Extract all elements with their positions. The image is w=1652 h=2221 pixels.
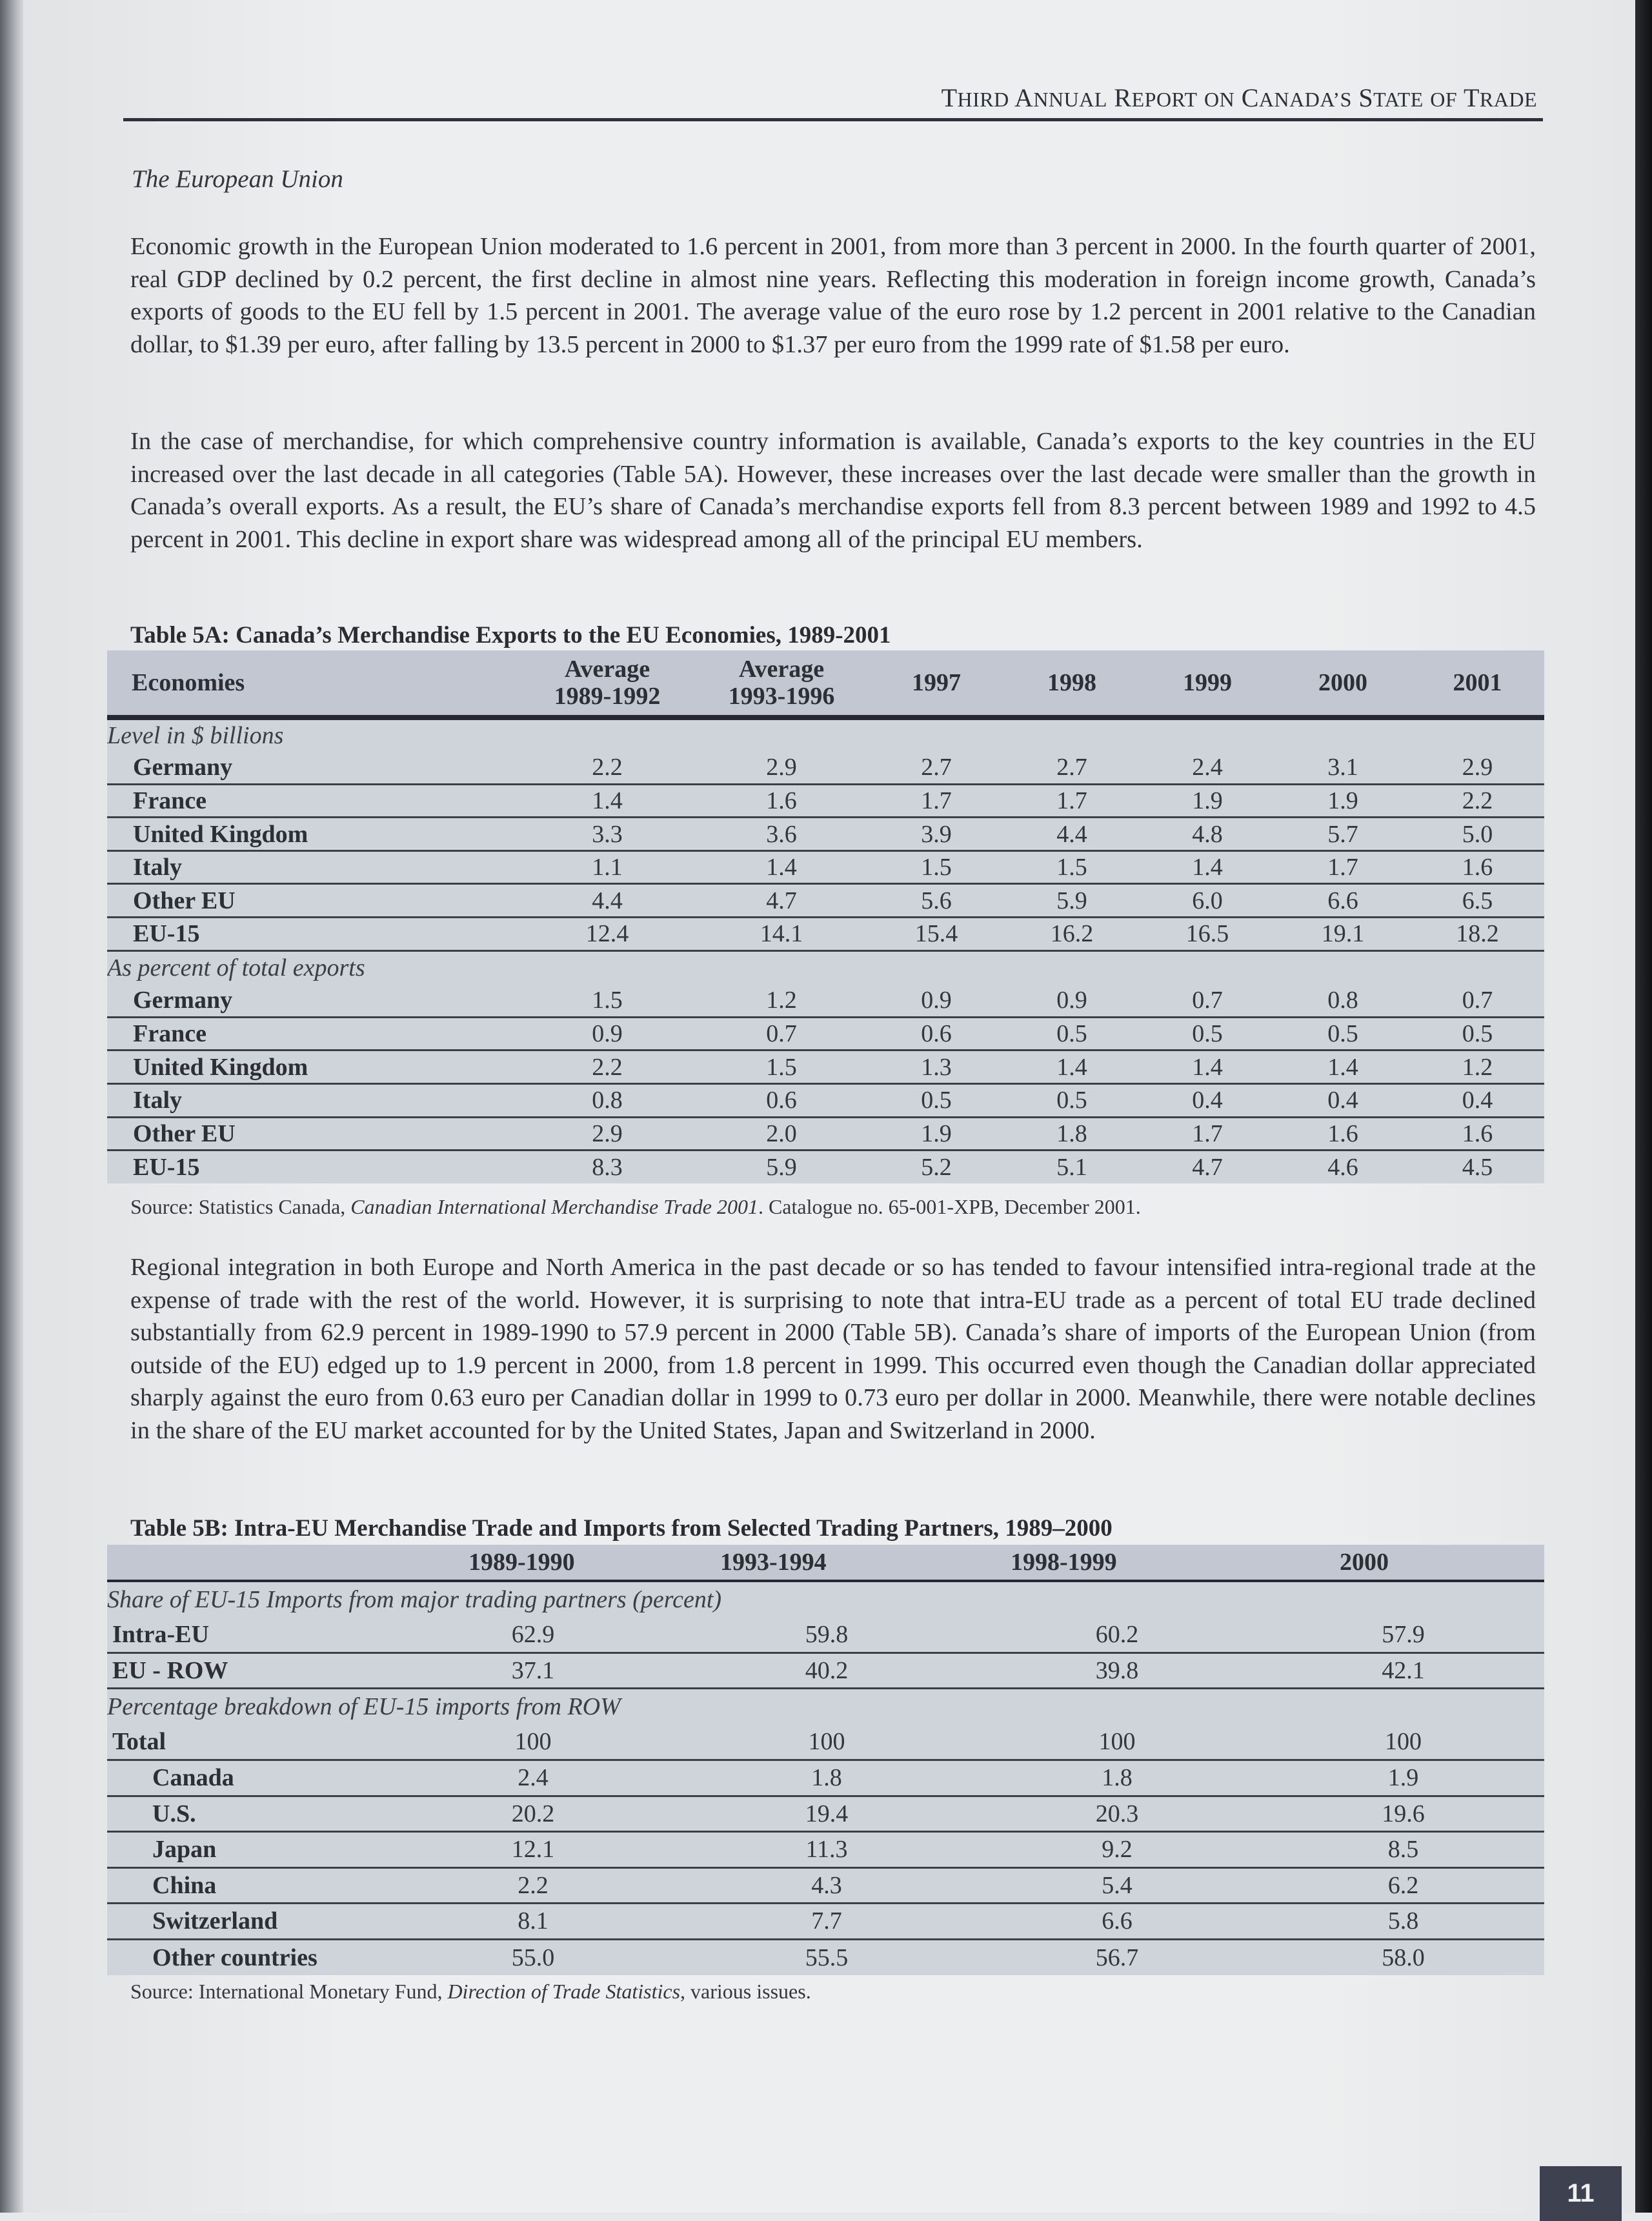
row-label: China — [107, 1867, 385, 1904]
table-cell: 4.5 — [1411, 1151, 1544, 1184]
table-row-united-kingdom — [107, 1050, 1544, 1084]
table-row-china — [107, 1867, 1544, 1904]
section-heading-row — [107, 718, 1544, 751]
running-head-text: THIRD ANNUAL REPORT ON CANADA’S STATE OF TRADE — [941, 83, 1537, 112]
table-cell: 100 — [681, 1724, 972, 1760]
table-cell: 1.8 — [972, 1760, 1262, 1796]
table-cell: 16.2 — [1004, 918, 1140, 951]
table-row-france — [107, 1017, 1544, 1050]
table-cell: 5.1 — [1004, 1151, 1140, 1184]
table-cell: 6.0 — [1140, 884, 1275, 918]
table-cell: 59.8 — [681, 1617, 972, 1653]
table-cell: 5.9 — [694, 1151, 869, 1184]
table-cell: 57.9 — [1262, 1617, 1544, 1653]
table-cell: 1.7 — [1275, 850, 1411, 884]
table-cell: 6.5 — [1411, 884, 1544, 918]
table-cell: 2.0 — [694, 1117, 869, 1151]
table-cell: 2.2 — [385, 1867, 681, 1904]
table-cell: 1.6 — [694, 784, 869, 818]
table-cell: 1.6 — [1411, 1117, 1544, 1151]
table-cell: 4.4 — [520, 884, 694, 918]
table-row-other-eu — [107, 884, 1544, 918]
table-cell: 40.2 — [681, 1653, 972, 1689]
table-cell: 0.4 — [1411, 1084, 1544, 1118]
row-label: France — [107, 1017, 520, 1050]
table-cell: 1.4 — [1140, 1050, 1275, 1084]
table-cell: 4.3 — [681, 1867, 972, 1904]
table-cell: 1.8 — [1004, 1117, 1140, 1151]
table-cell: 5.6 — [869, 884, 1004, 918]
table-5b-header — [107, 1545, 1544, 1581]
table-row-total — [107, 1724, 1544, 1760]
table-cell: 42.1 — [1262, 1653, 1544, 1689]
table-row-eu-row — [107, 1653, 1544, 1689]
row-label: Canada — [107, 1760, 385, 1796]
table-cell: 1.8 — [681, 1760, 972, 1796]
table-5a-source: Source: Statistics Canada, Canadian International Merchandise Trade 2001. Catalogue no. 65-001-XPB, December 2001. — [130, 1195, 1141, 1218]
table-cell: 0.9 — [520, 1017, 694, 1050]
column-header-1997: 1997 — [869, 650, 1004, 718]
section-heading: As percent of total exports — [107, 950, 1544, 984]
row-label: Switzerland — [107, 1904, 385, 1940]
document-page — [23, 0, 1635, 2213]
row-label: Italy — [107, 850, 520, 884]
table-cell: 2.4 — [1140, 751, 1275, 785]
table-cell: 0.5 — [869, 1084, 1004, 1118]
table-cell: 0.5 — [1140, 1017, 1275, 1050]
table-5a-header — [107, 650, 1544, 718]
section-heading: Percentage breakdown of EU-15 imports from ROW — [107, 1689, 1544, 1725]
table-row-eu-15 — [107, 1151, 1544, 1184]
table-cell: 1.7 — [869, 784, 1004, 818]
table-cell: 1.2 — [694, 984, 869, 1018]
running-head — [785, 83, 1537, 113]
table-cell: 1.4 — [1275, 1050, 1411, 1084]
table-cell: 0.5 — [1411, 1017, 1544, 1050]
table-5b-title: Table 5B: Intra-EU Merchandise Trade and Imports from Selected Trading Partners, 1989–2000 — [130, 1515, 1113, 1542]
table-cell: 12.4 — [520, 918, 694, 951]
table-cell: 1.6 — [1275, 1117, 1411, 1151]
table-row-intra-eu — [107, 1617, 1544, 1653]
table-cell: 4.8 — [1140, 818, 1275, 851]
table-cell: 8.3 — [520, 1151, 694, 1184]
row-label: Other EU — [107, 884, 520, 918]
table-5a-title: Table 5A: Canada’s Merchandise Exports to the EU Economies, 1989-2001 — [130, 622, 891, 648]
table-cell: 56.7 — [972, 1939, 1262, 1975]
table-5b-body — [107, 1581, 1544, 1975]
table-row-united-kingdom — [107, 818, 1544, 851]
column-header-average-1993-1996: Average 1993-1996 — [694, 650, 869, 718]
table-cell: 0.4 — [1140, 1084, 1275, 1118]
table-cell: 9.2 — [972, 1832, 1262, 1868]
paragraph-2: In the case of merchandise, for which comprehensive country information is available, Canada’s exports to the key countries in the EU increased over the last decade in all categories (Table 5A). However, these increases over the last decade were smaller than the growth in Canada’s overall exports. As a result, the EU’s share of Canada’s merchandise exports fell from 8.3 percent between 1989 and 1992 to 4.5 percent in 2001. This decline in export share was widespread among all of the principal EU members. — [130, 428, 1536, 553]
section-heading: Level in $ billions — [107, 718, 1544, 751]
row-label: EU - ROW — [107, 1653, 385, 1689]
row-label: Japan — [107, 1832, 385, 1868]
table-cell: 2.4 — [385, 1760, 681, 1796]
table-row-u-s — [107, 1796, 1544, 1832]
table-cell: 55.0 — [385, 1939, 681, 1975]
table-row-switzerland — [107, 1904, 1544, 1940]
table-cell: 0.6 — [869, 1017, 1004, 1050]
table-cell: 1.3 — [869, 1050, 1004, 1084]
row-label: United Kingdom — [107, 1050, 520, 1084]
table-cell: 0.7 — [1411, 984, 1544, 1018]
header-rule — [123, 118, 1543, 121]
row-label: EU-15 — [107, 918, 520, 951]
table-cell: 2.2 — [520, 751, 694, 785]
table-cell: 19.4 — [681, 1796, 972, 1832]
table-cell: 8.1 — [385, 1904, 681, 1940]
row-label: Italy — [107, 1084, 520, 1118]
table-cell: 5.9 — [1004, 884, 1140, 918]
table-cell: 5.8 — [1262, 1904, 1544, 1940]
table-row-italy — [107, 1084, 1544, 1118]
table-cell: 2.9 — [520, 1117, 694, 1151]
table-cell: 1.7 — [1140, 1117, 1275, 1151]
row-label: U.S. — [107, 1796, 385, 1832]
table-cell: 100 — [385, 1724, 681, 1760]
table-row-germany — [107, 984, 1544, 1018]
table-cell: 1.5 — [520, 984, 694, 1018]
row-label: Germany — [107, 984, 520, 1018]
row-label: Total — [107, 1724, 385, 1760]
table-cell: 4.4 — [1004, 818, 1140, 851]
table-cell: 1.5 — [694, 1050, 869, 1084]
table-row-eu-15 — [107, 918, 1544, 951]
table-cell: 0.9 — [869, 984, 1004, 1018]
table-cell: 15.4 — [869, 918, 1004, 951]
table-5b-source: Source: International Monetary Fund, Direction of Trade Statistics, various issues. — [130, 1980, 811, 2003]
book-binding-shadow — [0, 0, 23, 2213]
table-cell: 0.9 — [1004, 984, 1140, 1018]
table-cell: 19.1 — [1275, 918, 1411, 951]
section-heading: Share of EU-15 Imports from major trading partners (percent) — [107, 1581, 1544, 1617]
table-cell: 2.2 — [520, 1050, 694, 1084]
table-cell: 0.5 — [1004, 1017, 1140, 1050]
table-cell: 2.7 — [869, 751, 1004, 785]
table-cell: 100 — [1262, 1724, 1544, 1760]
table-cell: 0.5 — [1004, 1084, 1140, 1118]
table-cell: 6.2 — [1262, 1867, 1544, 1904]
table-row-canada — [107, 1760, 1544, 1796]
table-row-other-countries — [107, 1939, 1544, 1975]
table-cell: 20.3 — [972, 1796, 1262, 1832]
table-cell: 3.3 — [520, 818, 694, 851]
row-label: Other countries — [107, 1939, 385, 1975]
table-row-other-eu — [107, 1117, 1544, 1151]
table-5a-body — [107, 718, 1544, 1183]
table-cell: 5.4 — [972, 1867, 1262, 1904]
table-cell: 1.2 — [1411, 1050, 1544, 1084]
row-label: France — [107, 784, 520, 818]
table-cell: 20.2 — [385, 1796, 681, 1832]
page-number: 11 — [1540, 2166, 1622, 2221]
table-cell: 19.6 — [1262, 1796, 1544, 1832]
table-cell: 5.7 — [1275, 818, 1411, 851]
table-cell: 8.5 — [1262, 1832, 1544, 1868]
table-cell: 18.2 — [1411, 918, 1544, 951]
table-cell: 5.0 — [1411, 818, 1544, 851]
row-label: United Kingdom — [107, 818, 520, 851]
table-cell: 1.4 — [520, 784, 694, 818]
column-header-1993-1994: 1993-1994 — [681, 1545, 972, 1581]
table-cell: 1.9 — [869, 1117, 1004, 1151]
table-cell: 4.7 — [694, 884, 869, 918]
table-cell: 1.9 — [1262, 1760, 1544, 1796]
table-cell: 16.5 — [1140, 918, 1275, 951]
table-cell: 1.9 — [1140, 784, 1275, 818]
book-edge-shadow — [1635, 0, 1652, 2213]
table-cell: 1.4 — [1004, 1050, 1140, 1084]
column-header-2000: 2000 — [1275, 650, 1411, 718]
table-cell: 0.5 — [1275, 1017, 1411, 1050]
table-cell: 11.3 — [681, 1832, 972, 1868]
table-cell: 2.9 — [1411, 751, 1544, 785]
row-label: Intra-EU — [107, 1617, 385, 1653]
column-header-average-1989-1992: Average 1989-1992 — [520, 650, 694, 718]
table-cell: 6.6 — [972, 1904, 1262, 1940]
table-cell: 58.0 — [1262, 1939, 1544, 1975]
table-cell: 1.5 — [869, 850, 1004, 884]
paragraph-3: Regional integration in both Europe and North America in the past decade or so has tended to favour intensified intra-regional trade at the expense of trade with the rest of the world. However, it is surprising to note that intra-EU trade as a percent of total EU trade declined substantially from 62.9 percent in 1989-1990 to 57.9 percent in 2000 (Table 5B). Canada’s share of imports of the European Union (from outside of the EU) edged up to 1.9 percent in 2000, from 1.8 percent in 1999. This occurred even though the Canadian dollar appreciated sharply against the euro from 0.63 euro per Canadian dollar in 1999 to 0.73 euro per dollar in 2000. Meanwhile, there were notable declines in the share of the EU market accounted for by the United States, Japan and Switzerland in 2000. — [130, 1254, 1536, 1444]
table-cell: 2.7 — [1004, 751, 1140, 785]
table-cell: 0.4 — [1275, 1084, 1411, 1118]
table-cell: 1.1 — [520, 850, 694, 884]
column-header-1998: 1998 — [1004, 650, 1140, 718]
section-heading-row — [107, 1581, 1544, 1617]
table-cell: 4.7 — [1140, 1151, 1275, 1184]
table-cell: 39.8 — [972, 1653, 1262, 1689]
table-cell: 6.6 — [1275, 884, 1411, 918]
table-5b — [107, 1545, 1544, 1975]
section-heading-row — [107, 1689, 1544, 1725]
table-cell: 1.9 — [1275, 784, 1411, 818]
table-cell: 14.1 — [694, 918, 869, 951]
table-cell: 1.4 — [694, 850, 869, 884]
table-cell: 0.6 — [694, 1084, 869, 1118]
table-cell: 1.4 — [1140, 850, 1275, 884]
table-cell: 1.5 — [1004, 850, 1140, 884]
section-title: The European Union — [132, 165, 343, 193]
table-cell: 2.9 — [694, 751, 869, 785]
table-cell: 37.1 — [385, 1653, 681, 1689]
table-cell: 5.2 — [869, 1151, 1004, 1184]
table-cell: 100 — [972, 1724, 1262, 1760]
column-header-economies: Economies — [107, 650, 520, 718]
table-cell: 55.5 — [681, 1939, 972, 1975]
column-header-1989-1990: 1989-1990 — [385, 1545, 681, 1581]
paragraph-1: Economic growth in the European Union moderated to 1.6 percent in 2001, from more than 3 percent in 2000. In the fourth quarter of 2001, real GDP declined by 0.2 percent, the first decline in almost nine years. Reflecting this moderation in foreign income growth, Canada’s exports of goods to the EU fell by 1.5 percent in 2001. The average value of the euro rose by 1.2 percent in 2001 relative to the Canadian dollar, to $1.39 per euro, after falling by 13.5 percent in 2000 to $1.37 per euro from the 1999 rate of $1.58 per euro. — [130, 233, 1536, 358]
table-cell: 3.9 — [869, 818, 1004, 851]
table-cell: 4.6 — [1275, 1151, 1411, 1184]
column-header-2000: 2000 — [1262, 1545, 1544, 1581]
table-cell: 2.2 — [1411, 784, 1544, 818]
column-header-2001: 2001 — [1411, 650, 1544, 718]
table-cell: 3.1 — [1275, 751, 1411, 785]
column-header-1998-1999: 1998-1999 — [972, 1545, 1262, 1581]
table-cell: 1.6 — [1411, 850, 1544, 884]
table-row-japan — [107, 1832, 1544, 1868]
table-cell: 0.8 — [1275, 984, 1411, 1018]
table-cell: 3.6 — [694, 818, 869, 851]
section-heading-row — [107, 950, 1544, 984]
row-label: EU-15 — [107, 1151, 520, 1184]
table-cell: 60.2 — [972, 1617, 1262, 1653]
table-cell: 62.9 — [385, 1617, 681, 1653]
row-label: Other EU — [107, 1117, 520, 1151]
table-row-germany — [107, 751, 1544, 785]
column-header-1999: 1999 — [1140, 650, 1275, 718]
row-label: Germany — [107, 751, 520, 785]
table-row-france — [107, 784, 1544, 818]
table-cell: 0.7 — [1140, 984, 1275, 1018]
table-cell: 1.7 — [1004, 784, 1140, 818]
table-cell: 12.1 — [385, 1832, 681, 1868]
table-cell: 0.7 — [694, 1017, 869, 1050]
table-5a — [107, 650, 1544, 1183]
table-cell: 0.8 — [520, 1084, 694, 1118]
table-cell: 7.7 — [681, 1904, 972, 1940]
table-row-italy — [107, 850, 1544, 884]
